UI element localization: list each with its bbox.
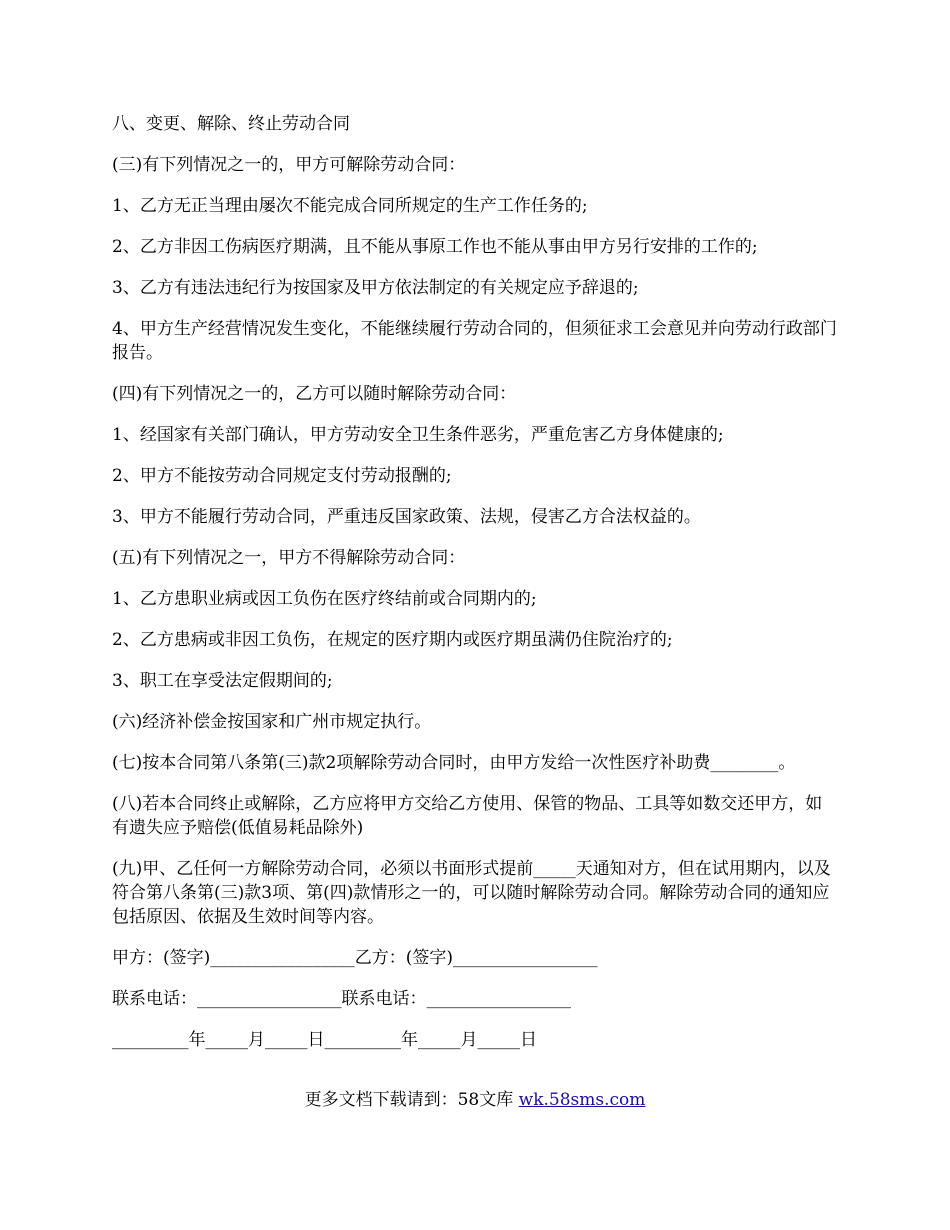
- footer-link[interactable]: wk.58sms.com: [518, 1090, 646, 1110]
- clause-4-item-3: 3、甲方不能履行劳动合同，严重违反国家政策、法规，侵害乙方合法权益的。: [112, 507, 701, 527]
- clause-6: (六)经济补偿金按国家和广州市规定执行。: [112, 712, 432, 732]
- signature-line: 甲方：(签字)_________________乙方：(签字)_________________: [112, 948, 598, 968]
- footer: [0, 1088, 950, 1112]
- clause-3-heading: (三)有下列情况之一的，甲方可解除劳动合同：: [112, 155, 466, 175]
- footer-text: 更多文档下载请到：58文库: [304, 1090, 519, 1110]
- clause-9: (九)甲、乙任何一方解除劳动合同，必须以书面形式提前_____天通知对方，但在试用期内，以及符合第八条第(三)款3项、第(四)款情形之一的，可以随时解除劳动合同。解除劳动合同的通知应包括原因、依据及生效时间等内容。: [112, 859, 831, 927]
- clause-3-item-1: 1、乙方无正当理由屡次不能完成合同所规定的生产工作任务的;: [112, 196, 588, 216]
- phone-line: 联系电话：_________________联系电话：_________________: [112, 989, 571, 1009]
- document-body: [112, 112, 838, 1069]
- clause-3-item-2: 2、乙方非因工伤病医疗期满，且不能从事原工作也不能从事由甲方另行安排的工作的;: [112, 237, 758, 257]
- clause-5-item-2: 2、乙方患病或非因工负伤，在规定的医疗期内或医疗期虽满仍住院治疗的;: [112, 630, 673, 650]
- clause-3-item-3: 3、乙方有违法违纪行为按国家及甲方依法制定的有关规定应予辞退的;: [112, 278, 639, 298]
- clause-4-item-2: 2、甲方不能按劳动合同规定支付劳动报酬的;: [112, 466, 452, 486]
- clause-8: (八)若本合同终止或解除，乙方应将甲方交给乙方使用、保管的物品、工具等如数交还甲方，如有遗失应予赔偿(低值易耗品除外): [112, 794, 823, 838]
- section-heading: 八、变更、解除、终止劳动合同: [112, 114, 350, 134]
- clause-5-heading: (五)有下列情况之一，甲方不得解除劳动合同：: [112, 548, 466, 568]
- date-line: _________年_____月_____日_________年_____月_____日: [112, 1030, 537, 1050]
- clause-5-item-1: 1、乙方患职业病或因工负伤在医疗终结前或合同期内的;: [112, 589, 537, 609]
- clause-4-heading: (四)有下列情况之一的，乙方可以随时解除劳动合同：: [112, 384, 517, 404]
- clause-4-item-1: 1、经国家有关部门确认，甲方劳动安全卫生条件恶劣，严重危害乙方身体健康的;: [112, 425, 724, 445]
- clause-3-item-4: 4、甲方生产经营情况发生变化，不能继续履行劳动合同的，但须征求工会意见并向劳动行政部门报告。: [112, 319, 837, 363]
- clause-7: (七)按本合同第八条第(三)款2项解除劳动合同时，由甲方发给一次性医疗补助费________。: [112, 753, 796, 773]
- clause-5-item-3: 3、职工在享受法定假期间的;: [112, 671, 333, 691]
